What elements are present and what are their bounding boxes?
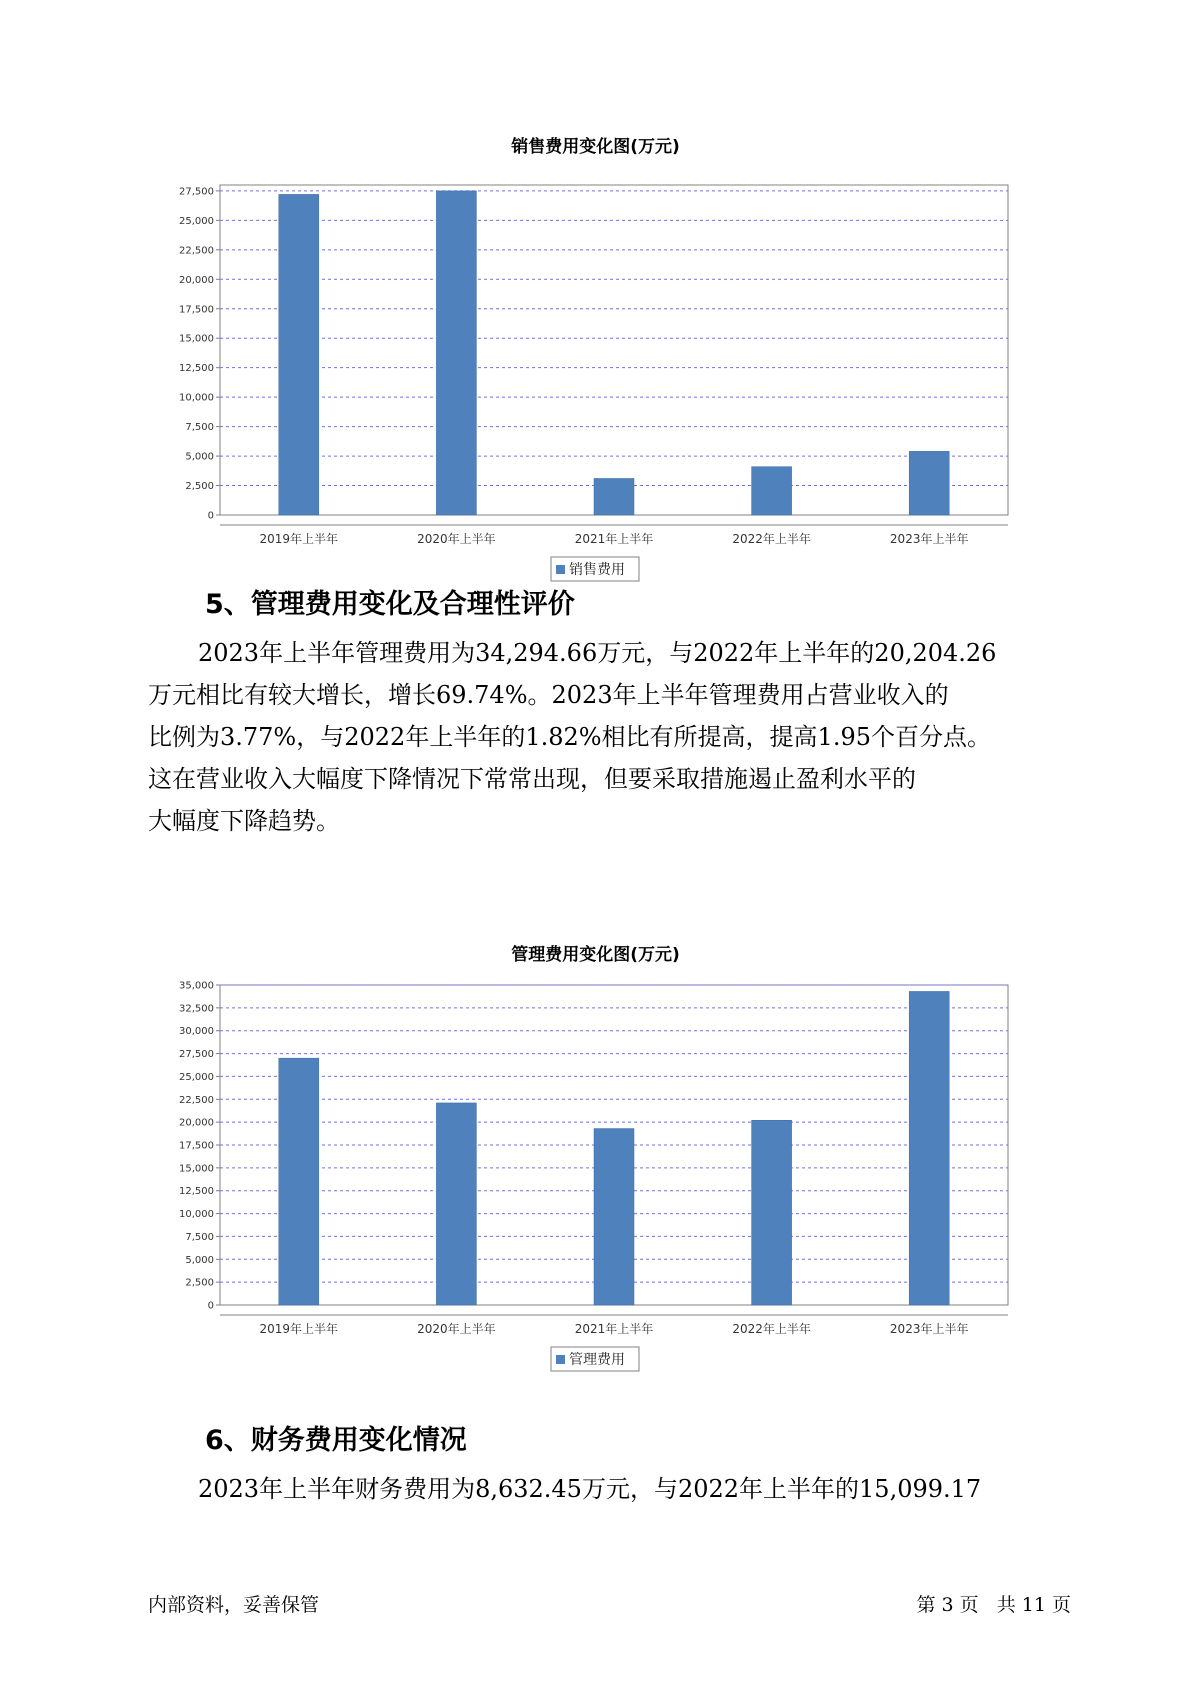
y-tick-label: 20,000 (179, 1117, 214, 1129)
x-tick-label: 2022年上半年 (732, 1322, 811, 1336)
sales-expense-chart (0, 170, 1191, 590)
chart2-title: 管理费用变化图(万元) (511, 945, 680, 965)
x-tick-label: 2021年上半年 (574, 532, 654, 546)
bar (436, 191, 476, 515)
y-tick-label: 12,500 (179, 1186, 214, 1198)
y-tick-label: 20,000 (179, 274, 214, 286)
x-tick-label: 2023年上半年 (889, 532, 969, 546)
y-tick-label: 22,500 (179, 1094, 214, 1106)
y-tick-label: 27,500 (179, 186, 214, 198)
bar (279, 1058, 319, 1305)
x-tick-label: 2022年上半年 (732, 532, 811, 546)
y-tick-label: 17,500 (179, 1140, 214, 1152)
y-tick-label: 22,500 (179, 245, 214, 257)
legend-swatch (556, 565, 565, 574)
legend-swatch (556, 1355, 565, 1364)
bar (279, 194, 319, 515)
x-tick-label: 2021年上半年 (574, 1322, 654, 1336)
x-tick-label: 2020年上半年 (417, 1322, 496, 1336)
legend-label: 管理费用 (569, 1352, 625, 1368)
bar (909, 991, 949, 1305)
admin-expense-chart (0, 975, 1191, 1395)
x-tick-label: 2023年上半年 (889, 1322, 969, 1336)
legend-label: 销售费用 (569, 562, 625, 578)
y-tick-label: 5,000 (185, 1254, 214, 1266)
bar (594, 478, 634, 515)
bar (752, 467, 792, 515)
x-tick-label: 2020年上半年 (417, 532, 496, 546)
section5-line-3: 比例为3.77%，与2022年上半年的1.82%相比有所提高，提高1.95个百分点。 (148, 723, 991, 751)
y-tick-label: 7,500 (185, 1231, 214, 1243)
y-tick-label: 5,000 (185, 451, 214, 463)
x-tick-label: 2019年上半年 (259, 532, 339, 546)
y-tick-label: 0 (207, 510, 214, 522)
section5-line-5: 大幅度下降趋势。 (148, 807, 340, 835)
y-tick-label: 17,500 (179, 304, 214, 316)
section5-heading: 5、管理费用变化及合理性评价 (205, 589, 575, 620)
y-tick-label: 10,000 (179, 392, 214, 404)
section5-line-2: 万元相比有较大增长，增长69.74%。2023年上半年管理费用占营业收入的 (148, 681, 949, 709)
y-tick-label: 2,500 (185, 481, 214, 493)
section6-line-1: 2023年上半年财务费用为8,632.45万元，与2022年上半年的15,099.17 (198, 1475, 982, 1503)
footer-left: 内部资料，妥善保管 (148, 1594, 320, 1616)
section5-paragraph (148, 632, 1098, 842)
bar (909, 451, 949, 515)
y-tick-label: 10,000 (179, 1209, 214, 1221)
y-tick-label: 25,000 (179, 1071, 214, 1083)
bar (752, 1120, 792, 1305)
footer-page-number: 第 3 页 共 11 页 (916, 1594, 1071, 1616)
section6-heading: 6、财务费用变化情况 (205, 1425, 467, 1456)
y-tick-label: 15,000 (179, 333, 214, 345)
y-tick-label: 2,500 (185, 1277, 214, 1289)
section6-paragraph (148, 1468, 1098, 1510)
section5-line-4: 这在营业收入大幅度下降情况下常常出现，但要采取措施遏止盈利水平的 (148, 765, 916, 793)
chart1-title: 销售费用变化图(万元) (511, 137, 680, 157)
y-tick-label: 7,500 (185, 422, 214, 434)
x-tick-label: 2019年上半年 (259, 1322, 339, 1336)
bar (436, 1103, 476, 1305)
y-tick-label: 25,000 (179, 215, 214, 227)
y-tick-label: 30,000 (179, 1026, 214, 1038)
section5-line-1: 2023年上半年管理费用为34,294.66万元，与2022年上半年的20,204.26 (198, 639, 997, 667)
y-tick-label: 35,000 (179, 980, 214, 992)
plot-area (220, 185, 1008, 515)
y-tick-label: 0 (207, 1300, 214, 1312)
y-tick-label: 12,500 (179, 363, 214, 375)
y-tick-label: 27,500 (179, 1049, 214, 1061)
y-tick-label: 32,500 (179, 1003, 214, 1015)
y-tick-label: 15,000 (179, 1163, 214, 1175)
bar (594, 1129, 634, 1305)
